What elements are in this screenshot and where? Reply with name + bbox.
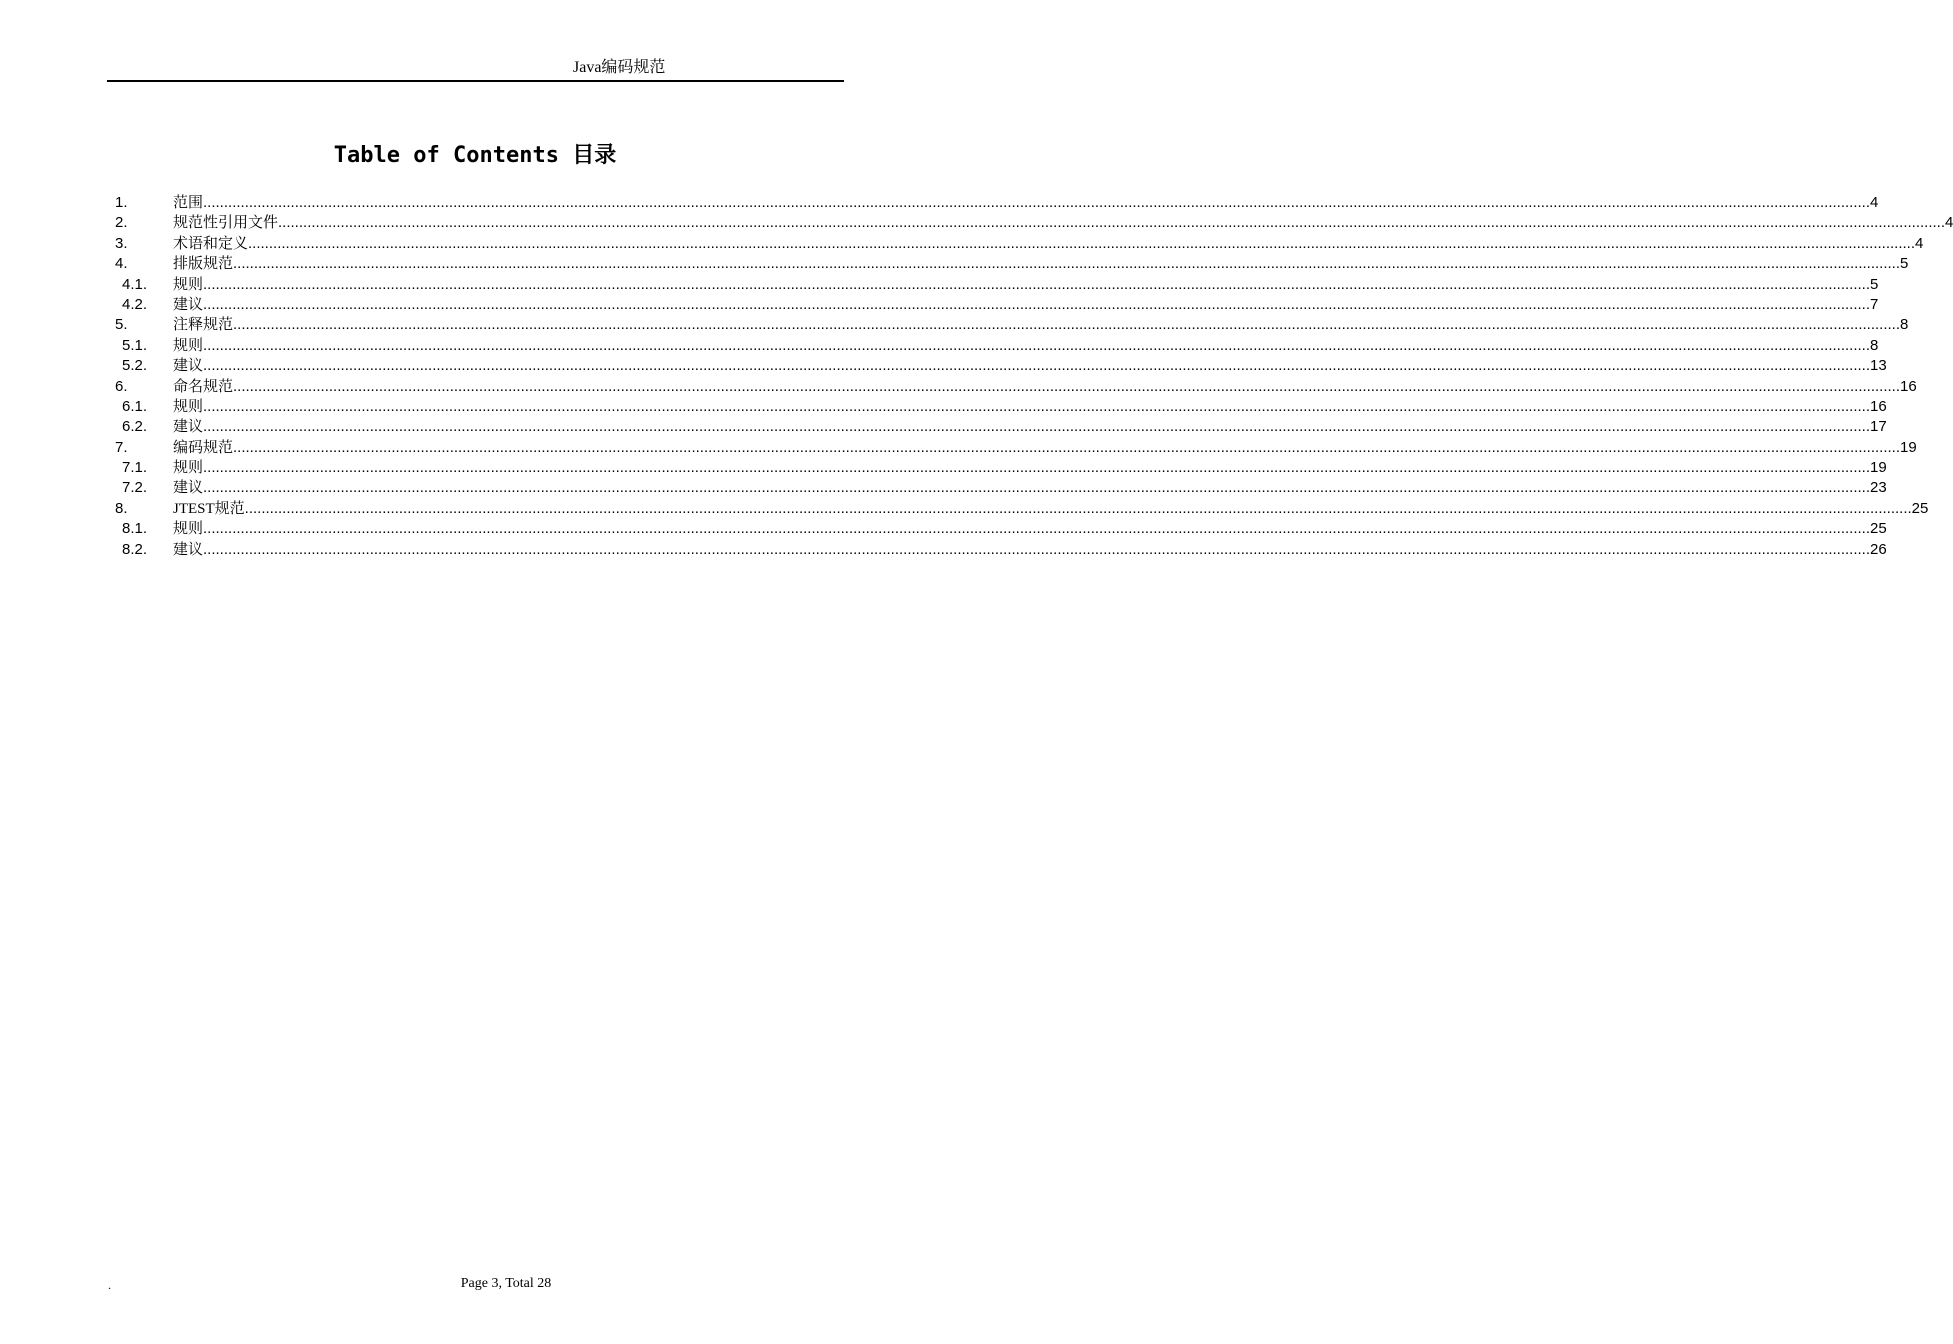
toc-entry[interactable] <box>115 356 1887 376</box>
toc-entry-page: 5 <box>1870 275 1879 293</box>
toc-entry-page: 13 <box>1870 357 1887 375</box>
toc-dot-leader: ................................................................................................................................................................................................................................................................................................................................................................................................................ <box>203 459 1871 477</box>
toc-entry-number: 6.1. <box>122 397 148 415</box>
toc-entry-title: 规范性引用文件 <box>173 215 279 232</box>
toc-entry-title: 建议 <box>173 541 204 558</box>
toc-entry-number: 7.2. <box>122 479 148 497</box>
toc-entry-title: 规则 <box>173 337 204 354</box>
toc-entry-title: 术语和定义 <box>173 235 249 252</box>
toc-entry-page: 8 <box>1900 316 1909 334</box>
toc-heading: Table of Contents 目录 <box>333 143 617 168</box>
toc-entry[interactable] <box>115 478 1887 498</box>
toc-entry-number: 6. <box>115 377 128 395</box>
toc-entry[interactable] <box>115 234 1924 254</box>
toc-entry-page: 16 <box>1870 397 1887 415</box>
toc-entry-body <box>173 377 1917 397</box>
toc-entry-body <box>173 275 1879 295</box>
page-header <box>107 50 844 82</box>
toc-entry-number: 5.2. <box>122 357 148 375</box>
toc-entry-body <box>173 254 1909 274</box>
toc-entry[interactable] <box>115 377 1917 397</box>
toc-entry[interactable] <box>115 458 1887 478</box>
toc-entry-number: 6.2. <box>122 418 148 436</box>
toc-entry-number: 1. <box>115 194 128 211</box>
toc-dot-leader: ................................................................................................................................................................................................................................................................................................................................................................................................................ <box>278 214 1946 232</box>
toc-entry[interactable] <box>115 254 1909 274</box>
toc-entry-number: 2. <box>115 214 128 232</box>
toc-entry-title: JTEST规范 <box>173 500 245 517</box>
toc-entry-page: 5 <box>1900 255 1909 273</box>
toc-entry-page: 23 <box>1870 479 1887 497</box>
toc-dot-leader: ................................................................................................................................................................................................................................................................................................................................................................................................................ <box>203 194 1871 211</box>
toc-entry-page: 26 <box>1870 540 1887 558</box>
toc-entry-number: 4.1. <box>122 275 148 293</box>
toc-entry-body <box>173 213 1953 233</box>
toc-entry-body <box>173 356 1887 376</box>
toc-entry-body <box>173 397 1887 417</box>
toc-entry-body <box>173 519 1887 539</box>
toc-entry-page: 25 <box>1911 499 1929 517</box>
toc-dot-leader: ................................................................................................................................................................................................................................................................................................................................................................................................................ <box>203 336 1871 354</box>
toc-dot-leader: ................................................................................................................................................................................................................................................................................................................................................................................................................ <box>233 377 1901 395</box>
toc-dot-leader: ................................................................................................................................................................................................................................................................................................................................................................................................................ <box>233 255 1901 273</box>
toc-entry-number: 7. <box>115 438 128 456</box>
toc-entry-body <box>173 478 1887 498</box>
toc-entry-number: 8.2. <box>122 540 148 558</box>
toc-entry-page: 4 <box>1945 214 1953 232</box>
toc-entry-page: 4 <box>1870 194 1879 211</box>
footer-page-number: Page 3, Total 28 <box>460 1276 552 1291</box>
toc-entry-body <box>173 540 1887 560</box>
toc-dot-leader: ................................................................................................................................................................................................................................................................................................................................................................................................................ <box>203 540 1871 558</box>
toc-entry-title: 命名规范 <box>173 378 234 395</box>
toc-entry-body <box>173 458 1887 478</box>
toc-dot-leader: ................................................................................................................................................................................................................................................................................................................................................................................................................ <box>248 234 1916 252</box>
toc-entry-body <box>173 336 1879 356</box>
toc-entry-number: 5. <box>115 316 128 334</box>
toc-dot-leader: ................................................................................................................................................................................................................................................................................................................................................................................................................ <box>203 418 1871 436</box>
toc-entry-number: 4.2. <box>122 295 148 313</box>
toc-entry-page: 4 <box>1915 234 1924 252</box>
toc-entry-body <box>173 417 1887 437</box>
toc-entry[interactable] <box>115 397 1887 417</box>
toc-entry-page: 19 <box>1870 459 1887 477</box>
toc-entry-body <box>173 438 1917 458</box>
toc-dot-leader: ................................................................................................................................................................................................................................................................................................................................................................................................................ <box>203 479 1871 497</box>
toc-entry[interactable] <box>115 295 1879 315</box>
toc-entry-number: 3. <box>115 234 128 252</box>
toc-entry[interactable] <box>115 499 1929 519</box>
toc-entry-title: 建议 <box>173 480 204 497</box>
toc-entry-title: 建议 <box>173 419 204 436</box>
toc-entry-title: 排版规范 <box>173 256 234 273</box>
toc-dot-leader: ................................................................................................................................................................................................................................................................................................................................................................................................................ <box>233 316 1901 334</box>
toc-entry-title: 规则 <box>173 276 204 293</box>
toc-entry-page: 19 <box>1900 438 1917 456</box>
toc-entry-title: 规则 <box>173 398 204 415</box>
toc-entry-number: 5.1. <box>122 336 148 354</box>
toc-list <box>115 193 1953 560</box>
toc-entry[interactable] <box>115 519 1887 539</box>
toc-dot-leader: ................................................................................................................................................................................................................................................................................................................................................................................................................ <box>244 499 1912 517</box>
toc-entry-number: 8. <box>115 499 128 517</box>
toc-entry-title: 范围 <box>173 195 204 211</box>
toc-entry[interactable] <box>115 438 1917 458</box>
toc-entry-body <box>173 193 1879 213</box>
toc-entry-title: 建议 <box>173 358 204 375</box>
toc-entry[interactable] <box>115 336 1879 356</box>
toc-dot-leader: ................................................................................................................................................................................................................................................................................................................................................................................................................ <box>203 397 1871 415</box>
toc-entry-page: 7 <box>1870 295 1879 313</box>
toc-entry-title: 建议 <box>173 296 204 313</box>
toc-entry-body <box>173 315 1909 335</box>
toc-entry[interactable] <box>115 193 1879 213</box>
toc-entry[interactable] <box>115 315 1909 335</box>
toc-dot-leader: ................................................................................................................................................................................................................................................................................................................................................................................................................ <box>203 520 1871 538</box>
toc-entry-body <box>173 234 1924 254</box>
toc-entry-title: 注释规范 <box>173 317 234 334</box>
header-title: Java编码规范 <box>573 59 666 76</box>
toc-entry-number: 8.1. <box>122 520 148 538</box>
footer-mark: . <box>108 1278 111 1292</box>
toc-entry-page: 8 <box>1870 336 1879 354</box>
toc-entry-body <box>173 295 1879 315</box>
toc-dot-leader: ................................................................................................................................................................................................................................................................................................................................................................................................................ <box>233 438 1901 456</box>
toc-dot-leader: ................................................................................................................................................................................................................................................................................................................................................................................................................ <box>203 275 1871 293</box>
toc-dot-leader: ................................................................................................................................................................................................................................................................................................................................................................................................................ <box>203 295 1871 313</box>
toc-entry-title: 规则 <box>173 521 204 538</box>
toc-entry[interactable] <box>115 213 1953 233</box>
toc-entry-title: 规则 <box>173 460 204 477</box>
toc-entry-title: 编码规范 <box>173 439 234 456</box>
toc-entry[interactable] <box>115 275 1879 295</box>
toc-dot-leader: ................................................................................................................................................................................................................................................................................................................................................................................................................ <box>203 357 1871 375</box>
toc-entry-page: 17 <box>1870 418 1887 436</box>
toc-entry-body <box>173 499 1929 519</box>
toc-entry[interactable] <box>115 417 1887 437</box>
toc-entry[interactable] <box>115 540 1887 560</box>
toc-entry-page: 16 <box>1900 377 1917 395</box>
toc-entry-number: 7.1. <box>122 459 148 477</box>
toc-entry-page: 25 <box>1870 520 1887 538</box>
toc-entry-number: 4. <box>115 255 128 273</box>
